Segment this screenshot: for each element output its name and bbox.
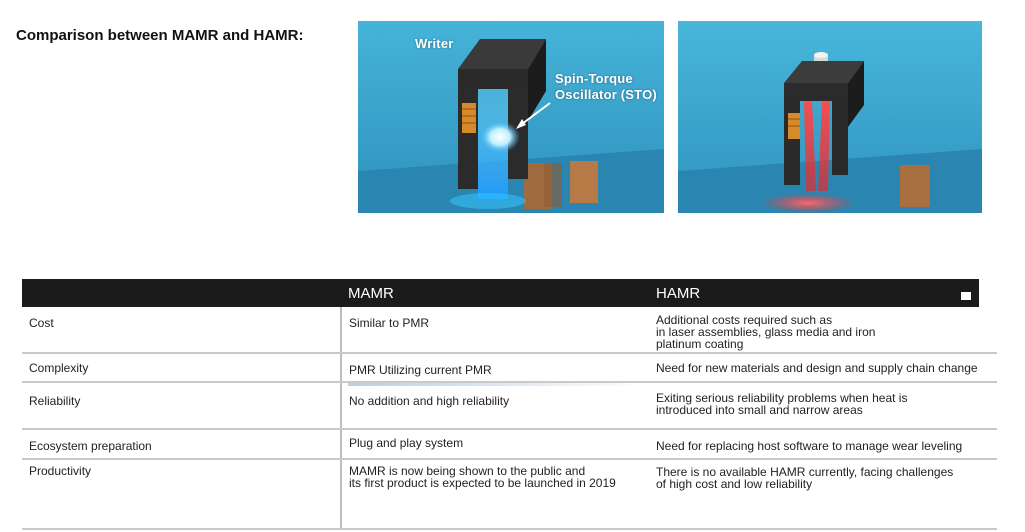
reliability-mamr: No addition and high reliability (349, 394, 510, 408)
ecosystem-mamr: Plug and play system (349, 436, 464, 450)
cost-hamr-line3: platinum coating (656, 337, 744, 351)
reliability-hamr-line2: introduced into small and narrow areas (656, 403, 863, 417)
complexity-hamr: Need for new materials and design and supply chain change (656, 361, 978, 375)
row-label-ecosystem: Ecosystem preparation (29, 439, 152, 453)
table-row-ecosystem (22, 430, 997, 460)
table-row-reliability (22, 383, 997, 430)
row-label-cost: Cost (29, 316, 54, 330)
row-label-reliability: Reliability (29, 394, 81, 408)
productivity-mamr-line1: MAMR is now being shown to the public and (349, 464, 586, 478)
row-label-complexity: Complexity (29, 361, 89, 375)
reliability-hamr-line1: Exiting serious reliability problems when heat is (656, 391, 908, 405)
mamr-writer-illustration (358, 21, 664, 213)
productivity-hamr-line2: of high cost and low reliability (656, 477, 813, 491)
row-label-productivity: Productivity (29, 464, 92, 478)
header-hamr: HAMR (656, 285, 701, 302)
cost-hamr-line2: in laser assemblies, glass media and iron (656, 325, 876, 339)
table-row-cost (22, 307, 997, 354)
faint-highlight (348, 383, 648, 386)
comparison-table (22, 279, 979, 530)
productivity-mamr-line2: its first product is expected to be launched in 2019 (349, 476, 616, 490)
complexity-mamr: PMR Utilizing current PMR (349, 363, 492, 377)
sto-label-line2: Oscillator (STO) (555, 87, 657, 102)
sto-label-line1: Spin-Torque (555, 71, 633, 86)
cost-hamr-line1: Additional costs required such as (656, 313, 833, 327)
hamr-writer-illustration (678, 21, 982, 213)
productivity-hamr-line1: There is no available HAMR currently, facing challenges (656, 465, 954, 479)
table-row-productivity (22, 460, 997, 530)
cost-mamr: Similar to PMR (349, 316, 430, 330)
table-header (22, 279, 979, 307)
page-heading: Comparison between MAMR and HAMR: (16, 27, 304, 44)
ecosystem-hamr: Need for replacing host software to manage wear leveling (656, 439, 963, 453)
writer-label: Writer (415, 36, 454, 51)
table-row-complexity (22, 354, 997, 383)
header-mamr: MAMR (348, 285, 394, 302)
header-corner-box (961, 292, 971, 300)
